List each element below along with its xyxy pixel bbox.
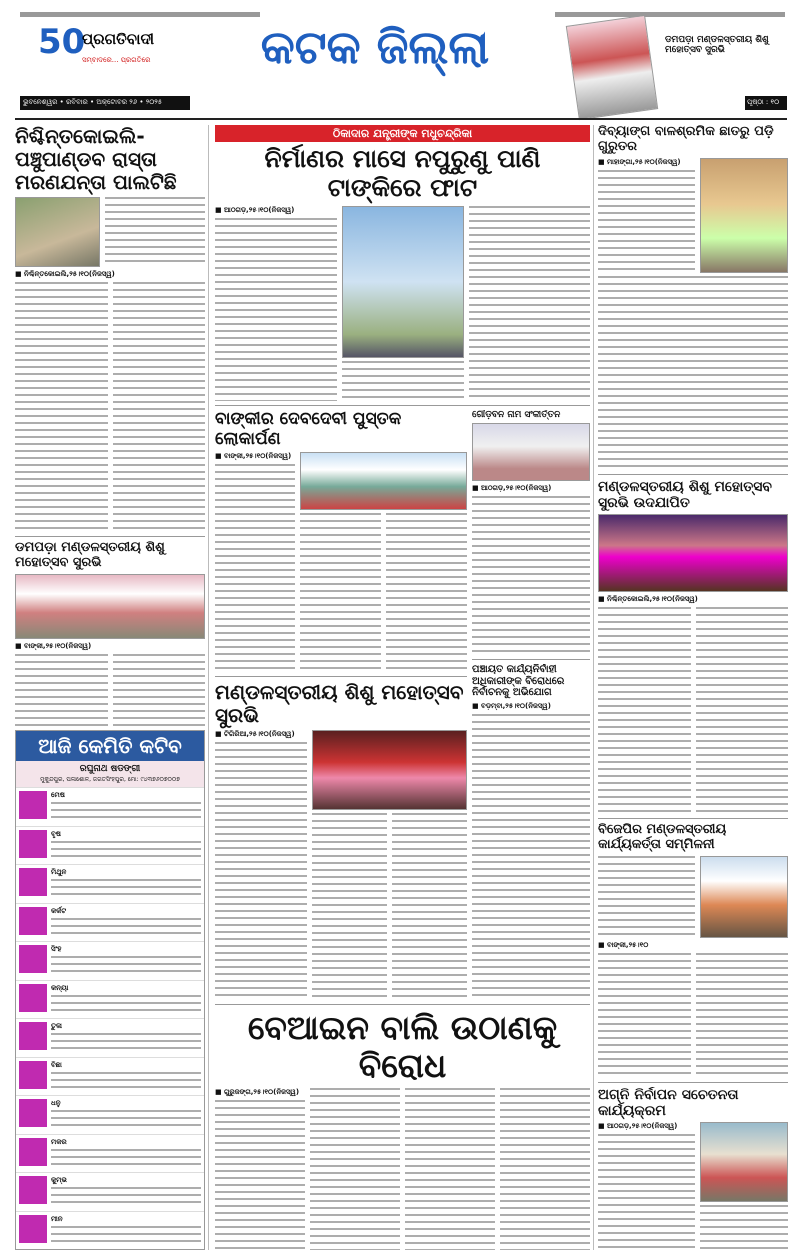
fire-drill-photo xyxy=(700,1122,788,1202)
zodiac-sign-name: ଧନୁ xyxy=(51,1099,61,1107)
headline-fire: ଅଗ୍ନି ନିର୍ବାପନ ସଚେତନତା କାର୍ଯ୍ୟକ୍ରମ xyxy=(598,1087,739,1120)
divider xyxy=(598,1082,788,1083)
horoscope-row xyxy=(16,787,204,826)
zodiac-sign-name: କର୍କଟ xyxy=(51,906,67,915)
horoscope-text xyxy=(51,1187,201,1208)
body-text xyxy=(300,513,381,672)
headline-surabhi-right: ମଣ୍ଡଳସ୍ତରୀୟ ଶିଶୁ ମହୋତ୍ସବ ସୁରଭି ଉଦଯାପିତ xyxy=(598,479,772,512)
horoscope-text xyxy=(51,956,201,977)
dampada-photo xyxy=(15,574,205,639)
headline-surabhi-center: ମଣ୍ଡଳସ୍ତରୀୟ ଶିଶୁ ମହୋତ୍ସବ ସୁରଭି xyxy=(215,681,464,727)
astrologer-address: ମୁକୁନ୍ଦପୁର, ପଳାଶୋଳ, ଜଗତସିଂହପୁର, ମୋ: ୯୪୩୭୬୦୭୦୦୭ xyxy=(40,776,180,783)
bjp-meeting-photo xyxy=(700,856,788,938)
body-text xyxy=(598,953,691,1078)
top-rule xyxy=(555,12,785,17)
byline: ■ ବାଙ୍କୀ,୨୫।୧୦(ନିଜସ୍ୱ) xyxy=(215,452,292,461)
horoscope-text xyxy=(51,995,201,1016)
tagline: ସମ୍ବାଦରେ... ପ୍ରଗତିରେ xyxy=(82,56,151,64)
divider xyxy=(215,1004,590,1005)
top-rule xyxy=(20,12,260,17)
byline: ■ ନିଶ୍ଚିନ୍ତକୋଇଲି,୨୫।୧୦(ନିଜସ୍ୱ) xyxy=(598,595,698,604)
horoscope-text xyxy=(51,841,201,862)
zodiac-icon xyxy=(19,1176,47,1204)
surabhi-stage-photo xyxy=(312,730,467,810)
zodiac-icon xyxy=(19,907,47,935)
divider xyxy=(215,676,467,677)
byline: ■ ବାଙ୍କୀ,୨୫।୧୦ xyxy=(598,940,649,949)
astrologer-name: ରଘୁନାଥ ଷଡଙ୍ଗୀ xyxy=(79,764,141,774)
body-text xyxy=(598,170,695,273)
zodiac-sign-name: ସିଂହ xyxy=(51,945,62,953)
zodiac-icon xyxy=(19,830,47,858)
horoscope-text xyxy=(51,1149,201,1170)
divider xyxy=(215,405,590,406)
body-text xyxy=(472,496,590,655)
road-photo xyxy=(15,197,100,267)
body-text xyxy=(405,1088,495,1250)
horoscope-text xyxy=(51,918,201,939)
byline: ■ ଗୁରୁଜଙ୍ଗ,୨୫।୧୦(ନିଜସ୍ୱ) xyxy=(215,1087,300,1096)
body-text xyxy=(312,813,387,1000)
horoscope-title: ଆଜି କେମିତି କଟିବ xyxy=(16,731,204,761)
zodiac-icon xyxy=(19,1022,47,1050)
zodiac-sign-name: ମିଥୁନ xyxy=(51,868,67,876)
byline: ■ ଆଠଗଡ଼,୨୫।୧୦(ନିଜସ୍ୱ) xyxy=(215,205,295,214)
zodiac-sign-name: କୁମ୍ଭ xyxy=(51,1176,67,1184)
zodiac-sign-name: ବିଛା xyxy=(51,1060,62,1069)
teaser-photo xyxy=(566,15,658,120)
column-divider xyxy=(593,125,594,1250)
zodiac-sign-name: ବୃଷ xyxy=(51,829,61,838)
body-text xyxy=(105,197,205,267)
horoscope-row xyxy=(16,1095,204,1134)
body-text xyxy=(310,1088,400,1250)
horoscope-text xyxy=(51,1226,201,1247)
body-text xyxy=(15,282,108,532)
dateline: ଭୁବନେଶ୍ୱର • ରବିବାର • ଅକ୍ଟୋବର ୨୬ • ୨୦୨୫ xyxy=(20,96,190,110)
body-text xyxy=(342,361,464,401)
kirtan-photo xyxy=(472,423,590,481)
divider xyxy=(598,474,788,475)
masthead-rule xyxy=(15,118,787,120)
body-text xyxy=(598,856,695,938)
byline: ■ ଆଠଗଡ଼,୨୫।୧୦(ନିଜସ୍ୱ) xyxy=(472,484,552,493)
body-text xyxy=(392,813,467,1000)
horoscope-row xyxy=(16,826,204,865)
body-text xyxy=(215,218,337,402)
horoscope-row xyxy=(16,864,204,903)
surabhi-award-photo xyxy=(598,514,788,592)
horoscope-text xyxy=(51,879,201,900)
body-text xyxy=(469,206,591,402)
body-text xyxy=(598,607,691,814)
byline: ■ ନିଶ୍ଚିନ୍ତକୋଇଲି,୨୫।୧୦(ନିଜସ୍ୱ) xyxy=(15,270,115,278)
zodiac-icon xyxy=(19,984,47,1012)
body-text xyxy=(700,1205,788,1250)
headline-panchayat: ପଞ୍ଚାୟତ କାର୍ଯ୍ୟନିର୍ବାହୀ ଅଧିକାରୀଙ୍କ ବିରୋଧରେ ନିର୍ବାଚନକୁ ଅଭିଯୋଗ xyxy=(472,664,565,698)
zodiac-icon xyxy=(19,945,47,973)
headline-road: ନିଶ୍ଚିନ୍ତକୋଇଲି-ପଞ୍ଚୁପାଣ୍ଡବ ରାସ୍ତା ମରଣଯନ୍ତା ପାଲଟିଛି xyxy=(15,125,177,194)
horoscope-row xyxy=(16,941,204,980)
horoscope-row xyxy=(16,980,204,1019)
headline-child-labour: ଦିବ୍ୟାଙ୍ଗ ବାଳଶ୍ରମିକ ଛାତରୁ ପଡ଼ି ଗୁରୁତର xyxy=(598,125,774,154)
zodiac-icon xyxy=(19,1099,47,1127)
headline-kirtan: ଗୌଡ଼ବନ ନାମ ସଂକୀର୍ତ୍ତନ xyxy=(472,410,561,420)
body-text xyxy=(696,953,789,1078)
body-text xyxy=(598,276,788,470)
book-release-photo xyxy=(300,452,467,510)
zodiac-icon xyxy=(19,1061,47,1089)
body-text xyxy=(15,654,108,726)
divider xyxy=(598,818,788,819)
column-divider xyxy=(208,125,209,1250)
zodiac-icon xyxy=(19,868,47,896)
body-text xyxy=(386,513,467,672)
byline: ■ ବାଙ୍କୀ,୨୫।୧୦(ନିଜସ୍ୱ) xyxy=(15,641,92,650)
byline: ■ ଟିଗିରିଆ,୨୫।୧୦(ନିଜସ୍ୱ) xyxy=(215,730,295,738)
zodiac-sign-name: ତୁଳା xyxy=(51,1022,62,1030)
body-text xyxy=(113,654,206,726)
section-title: କଟକ ଜିଲ୍ଲା xyxy=(260,20,490,74)
byline: ■ ବଡ଼ମ୍ବା,୨୫।୧୦(ନିଜସ୍ୱ) xyxy=(472,701,551,710)
body-text xyxy=(472,714,590,1001)
divider xyxy=(472,659,590,660)
byline: ■ ଆଠଗଡ଼,୨୫।୧୦(ନିଜସ୍ୱ) xyxy=(598,1122,678,1131)
horoscope-row xyxy=(16,903,204,942)
body-text xyxy=(500,1088,590,1250)
zodiac-sign-name: ମୀନ xyxy=(51,1214,63,1223)
anniversary-logo: 50 xyxy=(38,22,86,62)
kicker-tank: ଠିକାଦାର ଯନ୍ତ୍ରୀଙ୍କ ମଧୁଚନ୍ଦ୍ରିକା xyxy=(215,125,590,142)
headline-banki-book: ବାଙ୍କୀର ଦେବଦେବୀ ପୁସ୍ତକ ଲୋକାର୍ପଣ xyxy=(215,410,402,449)
byline: ■ ମାହାଙ୍ଗା,୨୫।୧୦(ନିଜସ୍ୱ) xyxy=(598,157,681,166)
horoscope-row xyxy=(16,1134,204,1173)
child-photo xyxy=(700,158,788,273)
horoscope-text xyxy=(51,1072,201,1093)
headline-tank: ନିର୍ମାଣର ମାସେ ନପୁରୁଣୁ ପାଣି ଟାଙ୍କିରେ ଫାଟ xyxy=(264,144,541,202)
body-text xyxy=(215,742,307,1000)
horoscope-text xyxy=(51,802,201,823)
page-number: ପୃଷ୍ଠା : ୧୦ xyxy=(745,96,787,110)
zodiac-icon xyxy=(19,1138,47,1166)
horoscope-row xyxy=(16,1172,204,1211)
paper-name: ପ୍ରଗତିବାଦୀ xyxy=(82,30,155,48)
zodiac-icon xyxy=(19,1215,47,1243)
horoscope-row xyxy=(16,1057,204,1096)
zodiac-sign-name: କନ୍ୟା xyxy=(51,983,69,992)
headline-sand: ବେଆଇନ ବାଲି ଉଠାଣକୁ ବିରୋଧ xyxy=(247,1009,558,1085)
body-text xyxy=(598,1134,695,1250)
horoscope-box xyxy=(15,730,205,1250)
body-text xyxy=(215,464,295,672)
headline-dampada: ଡମପଡ଼ା ମଣ୍ଡଳସ୍ତରୀୟ ଶିଶୁ ମହୋତ୍ସବ ସୁରଭି xyxy=(15,541,165,570)
zodiac-sign-name: ମେଷ xyxy=(51,791,65,799)
headline-bjp: ବିଜେପିର ମଣ୍ଡଳସ୍ତରୀୟ କାର୍ଯ୍ୟକର୍ତ୍ତା ସମ୍ମିଳନୀ xyxy=(598,823,727,852)
zodiac-icon xyxy=(19,791,47,819)
body-text xyxy=(696,607,789,814)
horoscope-row xyxy=(16,1018,204,1057)
zodiac-sign-name: ମକର xyxy=(51,1137,67,1146)
horoscope-row xyxy=(16,1211,204,1250)
divider xyxy=(15,536,205,537)
body-text xyxy=(215,1100,305,1250)
body-text xyxy=(113,282,206,532)
horoscope-text xyxy=(51,1033,201,1054)
water-tank-photo xyxy=(342,206,464,359)
teaser-text: ଡମପଡ଼ା ମଣ୍ଡଳସ୍ତରୀୟ ଶିଶୁ ମହୋତ୍ସବ ସୁରଭି xyxy=(665,35,769,55)
horoscope-text xyxy=(51,1110,201,1131)
